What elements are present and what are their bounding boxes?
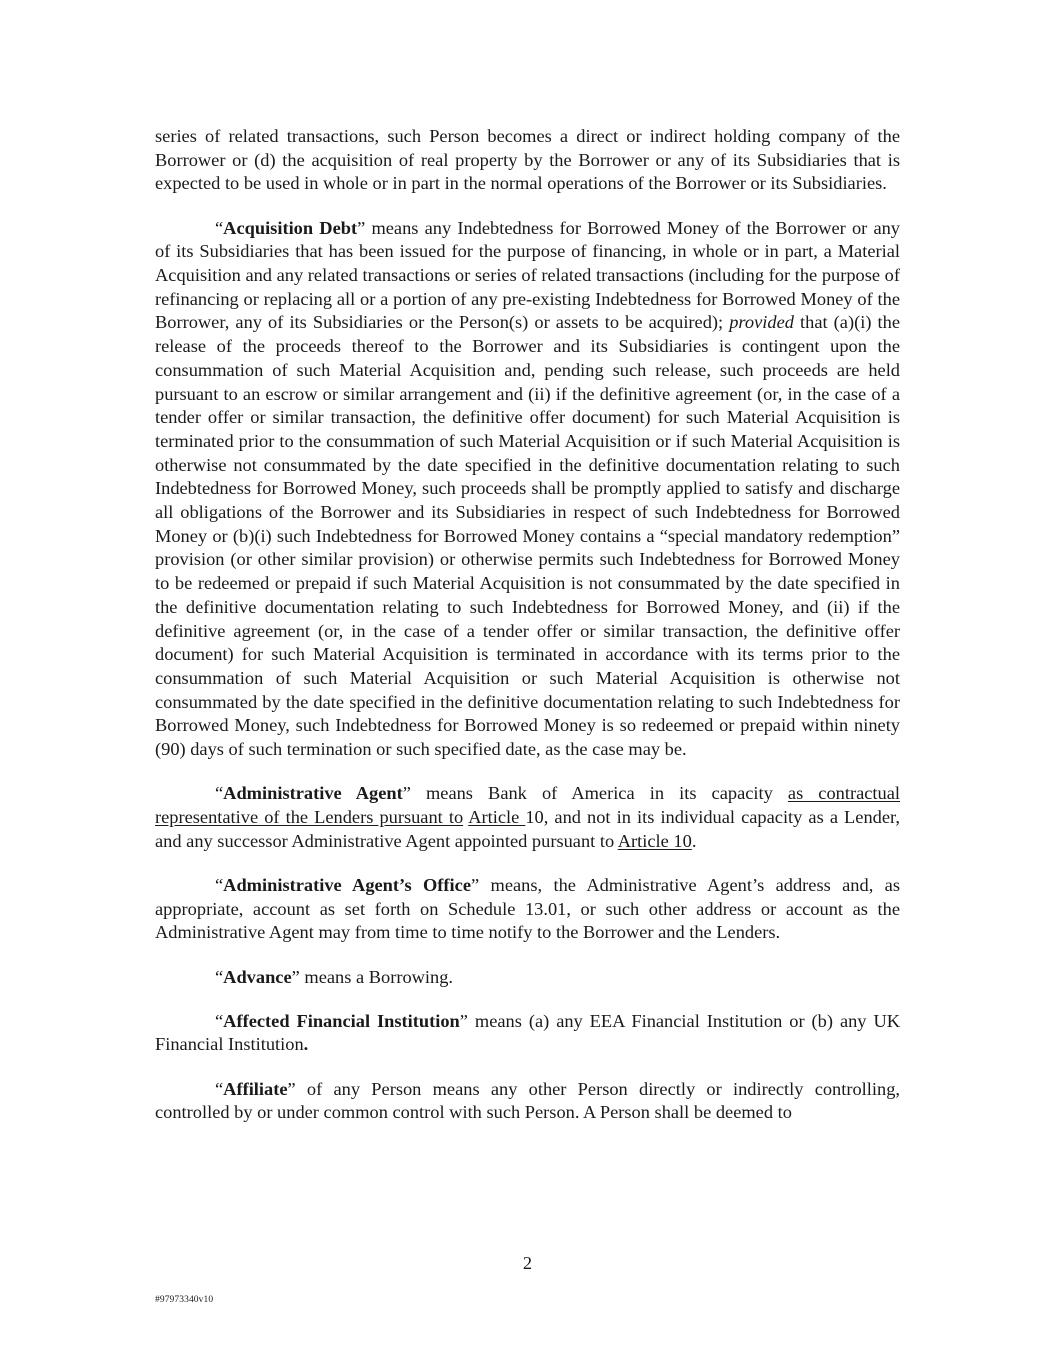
- open-quote: “: [215, 783, 224, 804]
- open-quote: “: [215, 1010, 224, 1031]
- page-number: 2: [522, 1253, 533, 1273]
- definition-text: means Bank of America in its capacity: [410, 783, 788, 804]
- defined-term: Advance: [223, 966, 292, 987]
- definition-text: means a Borrowing.: [299, 966, 454, 987]
- close-quote: ”: [459, 1010, 468, 1031]
- definition-advance: [155, 966, 900, 990]
- document-id: #97973340v10: [155, 1295, 214, 1305]
- close-quote: ”: [357, 217, 366, 238]
- continued-paragraph: [155, 125, 900, 196]
- definition-text: of any Person means any other Person directly or indirectly controlling, controlled by or under common control with such Person. A Person shall be deemed to: [155, 1078, 900, 1123]
- article-10-link[interactable]: Article 10: [617, 830, 692, 851]
- defined-term: Affected Financial Institution: [223, 1010, 460, 1031]
- defined-term: Affiliate: [223, 1078, 288, 1099]
- defined-term: Administrative Agent: [223, 783, 403, 804]
- definition-affiliate: [155, 1078, 900, 1125]
- bold-period: .: [303, 1034, 309, 1055]
- article-10-link[interactable]: Article: [468, 806, 526, 827]
- definition-acquisition-debt: [155, 217, 900, 762]
- definition-text: that (a)(i) the release of the proceeds thereof to the Borrower and its Subsidiaries is contingent upon the consummation of such Material Acquisition and, pending such release, such proceeds are held pursuant to an escrow or similar arrangement and (ii) if the definitive agreement (or, in the case of a tender offer or similar transaction, the definitive offer document) for such Material Acquisition is terminated prior to the consummation of such Material Acquisition or if such Material Acquisition is otherwise not consummated by the date specified in the definitive documentation relating to such Indebtedness for Borrowed Money, such proceeds shall be promptly applied to satisfy and discharge all obligations of the Borrower and its Subsidiaries in respect of such Indebtedness for Borrowed Money or (b)(i) such Indebtedness for Borrowed Money contains a “special mandatory redemption” provision (or other similar provision) or otherwise permits such Indebtedness for Borrowed Money to be redeemed or prepaid if such Material Acquisition is not consummated by the date specified in the definitive documentation relating to such Indebtedness for Borrowed Money, and (ii) if the definitive agreement (or, in the case of a tender offer or similar transaction, the definitive offer document) for such Material Acquisition is terminated in accordance with its terms prior to the consummation of such Material Acquisition or such Material Acquisition is otherwise not consummated by the date specified in the definitive documentation relating to such Indebtedness for Borrowed Money, such Indebtedness for Borrowed Money is so redeemed or prepaid within ninety (90) days of such termination or such specified date, as the case may be.: [155, 312, 900, 760]
- document-body: [155, 125, 900, 1146]
- close-quote: ”: [291, 966, 300, 987]
- close-quote: ”: [471, 874, 480, 895]
- definition-text: 10, and not in its individual capacity as a Lender, and any successor Administrative Agent appointed pursuant to: [155, 806, 900, 851]
- underlined-text: as contractual representative of the Lenders pursuant to: [155, 783, 900, 827]
- definition-affected-financial-institution: [155, 1010, 900, 1057]
- definition-text: .: [691, 830, 697, 851]
- open-quote: “: [215, 874, 224, 895]
- definition-text: means, the Administrative Agent’s address and, as appropriate, account as set forth on Schedule 13.01, or such other address or account as the Administrative Agent may from time to time notify to the Borrower and the Lenders.: [155, 874, 900, 943]
- paragraph-text: series of related transactions, such Person becomes a direct or indirect holding company of the Borrower or (d) the acquisition of real property by the Borrower or any of its Subsidiaries that is expected to be used in whole or in part in the normal operations of the Borrower or its Subsidiaries.: [155, 126, 900, 194]
- defined-term: Administrative Agent’s Office: [223, 874, 471, 895]
- italic-term: provided: [729, 312, 794, 333]
- definition-administrative-agents-office: [155, 874, 900, 945]
- defined-term: Acquisition Debt: [223, 217, 358, 238]
- close-quote: ”: [287, 1078, 296, 1099]
- open-quote: “: [215, 217, 224, 238]
- open-quote: “: [215, 1078, 224, 1099]
- open-quote: “: [215, 966, 224, 987]
- definition-text: means (a) any EEA Financial Institution or (b) any UK Financial Institution: [155, 1010, 900, 1055]
- definition-administrative-agent: [155, 782, 900, 853]
- close-quote: ”: [402, 783, 411, 804]
- definition-text: means any Indebtedness for Borrowed Money of the Borrower or any of its Subsidiaries that has been issued for the purpose of financing, in whole or in part, a Material Acquisition and any related transactions or series of related transactions (including for the purpose of refinancing or replacing all or a portion of any pre-existing Indebtedness for Borrowed Money of the Borrower, any of its Subsidiaries or the Person(s) or assets to be acquired);: [155, 217, 900, 333]
